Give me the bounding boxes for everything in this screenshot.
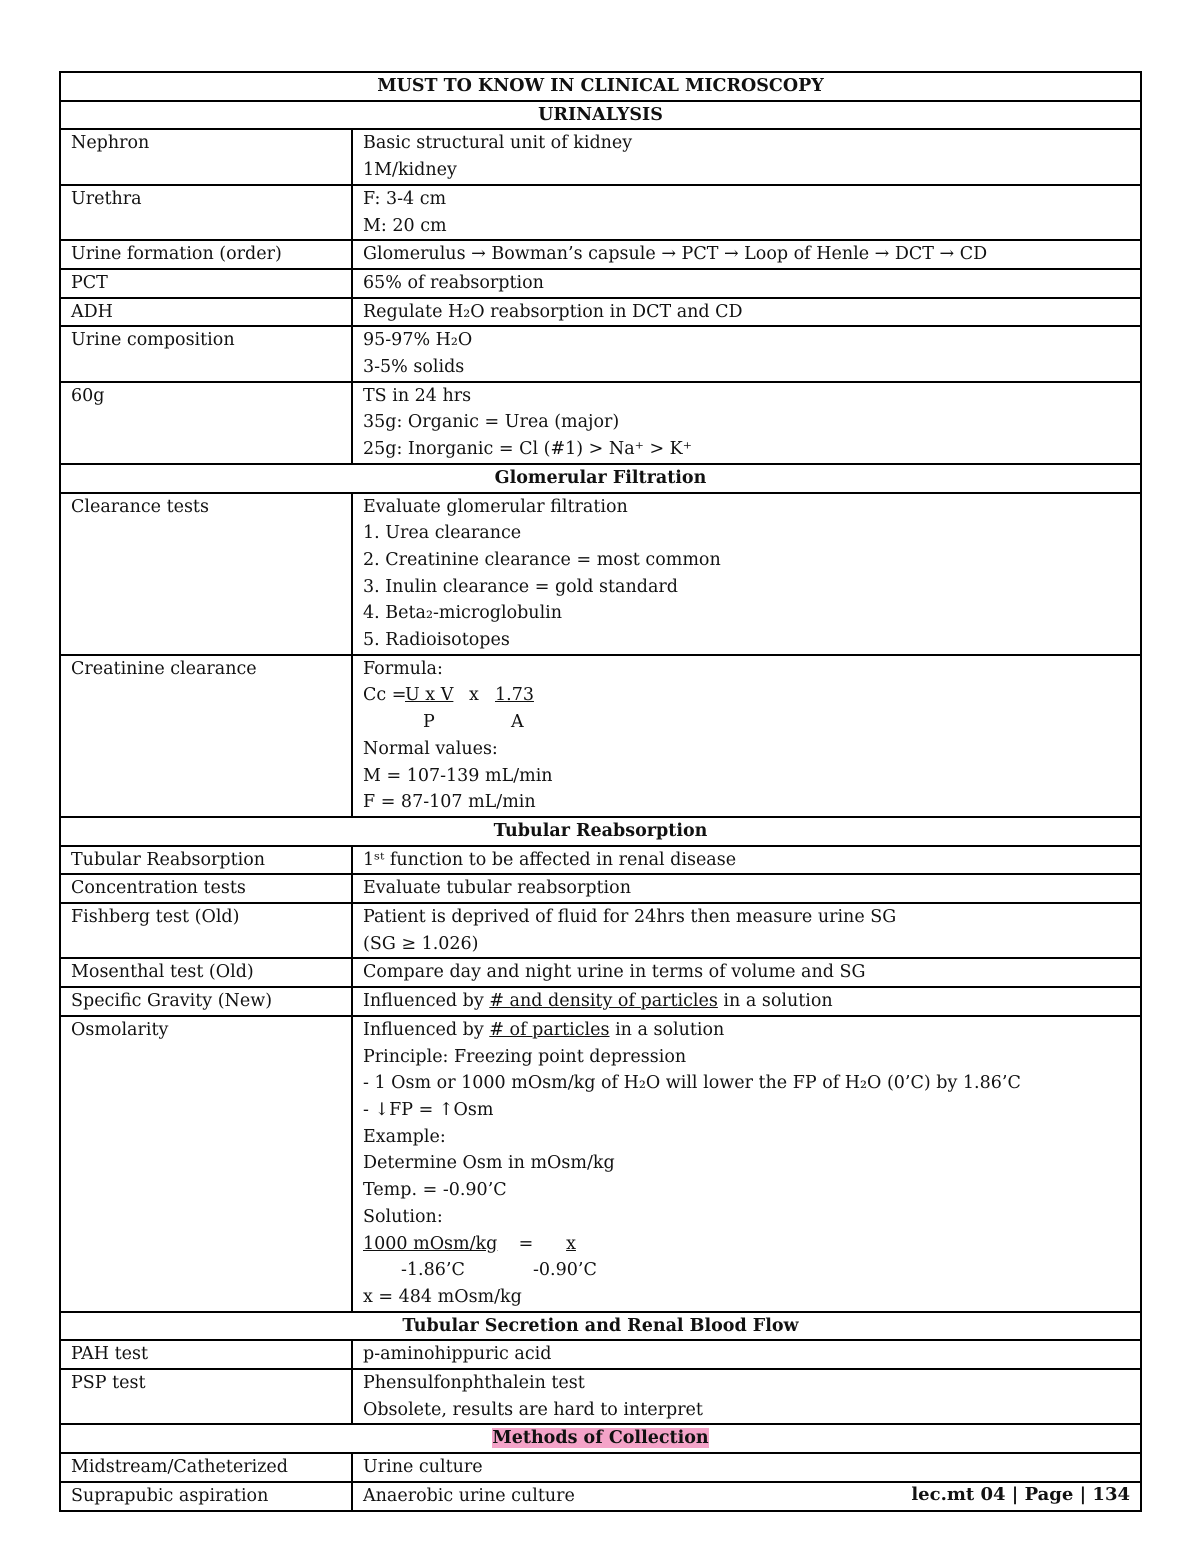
row-line: 1M/kidney	[363, 160, 457, 181]
osm-den-right: -0.90’C	[533, 1260, 597, 1281]
row-line: 35g: Organic = Urea (major)	[363, 412, 620, 433]
row-line: Patient is deprived of fluid for 24hrs then measure urine SG	[363, 907, 897, 928]
row-term: Mosenthal test (Old)	[60, 958, 352, 987]
table-row	[60, 1369, 1141, 1424]
table-row	[60, 874, 1141, 903]
row-line: 3-5% solids	[363, 357, 465, 378]
row-line: Solution:	[363, 1206, 443, 1227]
section-methods-of-collection	[60, 1424, 1141, 1453]
row-term: PAH test	[60, 1340, 352, 1369]
row-line: F: 3-4 cm	[363, 188, 447, 209]
row-line: 1ˢᵗ function to be affected in renal disease	[363, 849, 737, 870]
row-line	[363, 1017, 1130, 1044]
formula-times: x	[469, 685, 479, 706]
row-line: Evaluate glomerular filtration	[363, 496, 628, 517]
row-line: Principle: Freezing point depression	[363, 1046, 687, 1067]
row-term: Tubular Reabsorption	[60, 846, 352, 875]
osm-answer: x = 484 mOsm/kg	[363, 1286, 522, 1307]
section-tubular-secretion: Tubular Secretion and Renal Blood Flow	[60, 1312, 1141, 1341]
row-description	[352, 493, 1141, 655]
page-footer: lec.mt 04 | Page | 134	[911, 1484, 1130, 1505]
section-glomerular-filtration: Glomerular Filtration	[60, 464, 1141, 493]
row-term: 60g	[60, 382, 352, 464]
formula-numerator: U x V	[405, 685, 454, 706]
row-line: - 1 Osm or 1000 mOsm/kg of H₂O will lower the FP of H₂O (0’C) by 1.86’C	[363, 1073, 1021, 1094]
row-term: Osmolarity	[60, 1016, 352, 1312]
row-line: Regulate H₂O reabsorption in DCT and CD	[363, 301, 743, 322]
row-line: Basic structural unit of kidney	[363, 133, 633, 154]
table-row	[60, 240, 1141, 269]
row-description	[352, 1340, 1141, 1369]
row-line: Anaerobic urine culture	[363, 1485, 575, 1506]
osm-equation-row	[363, 1231, 1130, 1258]
osm-text-post: in a solution	[609, 1019, 725, 1040]
row-term: PCT	[60, 269, 352, 298]
row-line: - ↓FP = ↑Osm	[363, 1099, 494, 1120]
normal-value-male: M = 107-139 mL/min	[363, 765, 553, 786]
section-tubular-reabsorption: Tubular Reabsorption	[60, 817, 1141, 846]
cc-prefix: Cc =	[363, 685, 407, 706]
row-term: Urethra	[60, 185, 352, 240]
row-line: 4. Beta₂-microglobulin	[363, 603, 563, 624]
row-line: (SG ≥ 1.026)	[363, 933, 479, 954]
row-line: Obsolete, results are hard to interpret	[363, 1399, 703, 1420]
row-description	[352, 903, 1141, 958]
row-line: M: 20 cm	[363, 215, 447, 236]
formula-area: A	[511, 712, 524, 733]
row-description	[352, 298, 1141, 327]
row-term: Fishberg test (Old)	[60, 903, 352, 958]
row-description	[352, 326, 1141, 381]
osm-eq-right: x	[566, 1233, 576, 1254]
table-row	[60, 269, 1141, 298]
row-description	[352, 987, 1141, 1016]
document-title: MUST TO KNOW IN CLINICAL MICROSCOPY	[60, 72, 1141, 101]
table-row	[60, 1453, 1141, 1482]
row-line: 25g: Inorganic = Cl (#1) > Na⁺ > K⁺	[363, 439, 692, 460]
row-description	[352, 1016, 1141, 1312]
row-description	[352, 874, 1141, 903]
normal-value-female: F = 87-107 mL/min	[363, 792, 536, 813]
row-term: Midstream/Catheterized	[60, 1453, 352, 1482]
section-urinalysis: URINALYSIS	[60, 101, 1141, 130]
normal-values-label: Normal values:	[363, 738, 498, 759]
row-description	[352, 382, 1141, 464]
table-row	[60, 185, 1141, 240]
row-term: Suprapubic aspiration	[60, 1482, 352, 1511]
osm-den-left: -1.86’C	[401, 1260, 465, 1281]
row-description	[352, 1369, 1141, 1424]
row-description	[352, 269, 1141, 298]
osm-denominator-row	[363, 1257, 1130, 1284]
sg-text-underlined: # and density of particles	[489, 991, 718, 1012]
table-row	[60, 326, 1141, 381]
row-line: 2. Creatinine clearance = most common	[363, 549, 721, 570]
row-line: 65% of reabsorption	[363, 272, 544, 293]
row-line	[363, 988, 1130, 1015]
row-term: Urine composition	[60, 326, 352, 381]
row-line: 3. Inulin clearance = gold standard	[363, 576, 678, 597]
formula-denominator: P	[423, 712, 435, 733]
table-row	[60, 958, 1141, 987]
table-row	[60, 298, 1141, 327]
row-description	[352, 1453, 1141, 1482]
row-line: Temp. = -0.90’C	[363, 1180, 507, 1201]
row-description	[352, 846, 1141, 875]
row-term: Specific Gravity (New)	[60, 987, 352, 1016]
row-term: Clearance tests	[60, 493, 352, 655]
row-line: TS in 24 hrs	[363, 385, 472, 406]
table-row	[60, 655, 1141, 817]
row-line: 5. Radioisotopes	[363, 630, 510, 651]
row-line: Phensulfonphthalein test	[363, 1372, 585, 1393]
row-term: ADH	[60, 298, 352, 327]
row-line: Evaluate tubular reabsorption	[363, 878, 631, 899]
table-row	[60, 987, 1141, 1016]
row-description	[352, 655, 1141, 817]
row-line: 1. Urea clearance	[363, 523, 522, 544]
table-row	[60, 903, 1141, 958]
row-line: Urine culture	[363, 1457, 483, 1478]
row-line: Example:	[363, 1126, 446, 1147]
osm-text-pre: Influenced by	[363, 1019, 490, 1040]
row-description	[352, 240, 1141, 269]
sg-text-pre: Influenced by	[363, 991, 490, 1012]
osm-eq-left: 1000 mOsm/kg	[363, 1233, 498, 1254]
row-line: Determine Osm in mOsm/kg	[363, 1153, 615, 1174]
row-description	[352, 958, 1141, 987]
row-term: Nephron	[60, 129, 352, 184]
row-term: PSP test	[60, 1369, 352, 1424]
table-row	[60, 382, 1141, 464]
formula-numerator-row	[363, 682, 1130, 709]
row-description	[352, 129, 1141, 184]
row-term: Urine formation (order)	[60, 240, 352, 269]
table-row	[60, 493, 1141, 655]
row-line: Compare day and night urine in terms of volume and SG	[363, 962, 866, 983]
row-line: p-aminohippuric acid	[363, 1344, 552, 1365]
osm-text-underlined: # of particles	[489, 1019, 610, 1040]
row-description	[352, 185, 1141, 240]
osm-eq-mid: =	[513, 1233, 539, 1254]
table-row	[60, 1016, 1141, 1312]
sg-text-post: in a solution	[717, 991, 833, 1012]
row-line: Glomerulus → Bowman’s capsule → PCT → Loop of Henle → DCT → CD	[363, 244, 988, 265]
formula-factor: 1.73	[495, 685, 534, 706]
clinical-microscopy-table	[59, 71, 1142, 1512]
row-term: Creatinine clearance	[60, 655, 352, 817]
section-highlight: Methods of Collection	[492, 1428, 709, 1449]
table-row	[60, 1340, 1141, 1369]
row-term: Concentration tests	[60, 874, 352, 903]
table-row	[60, 846, 1141, 875]
table-row	[60, 129, 1141, 184]
row-line: 95-97% H₂O	[363, 330, 473, 351]
formula-denominator-row	[363, 709, 1130, 736]
formula-label: Formula:	[363, 658, 443, 679]
